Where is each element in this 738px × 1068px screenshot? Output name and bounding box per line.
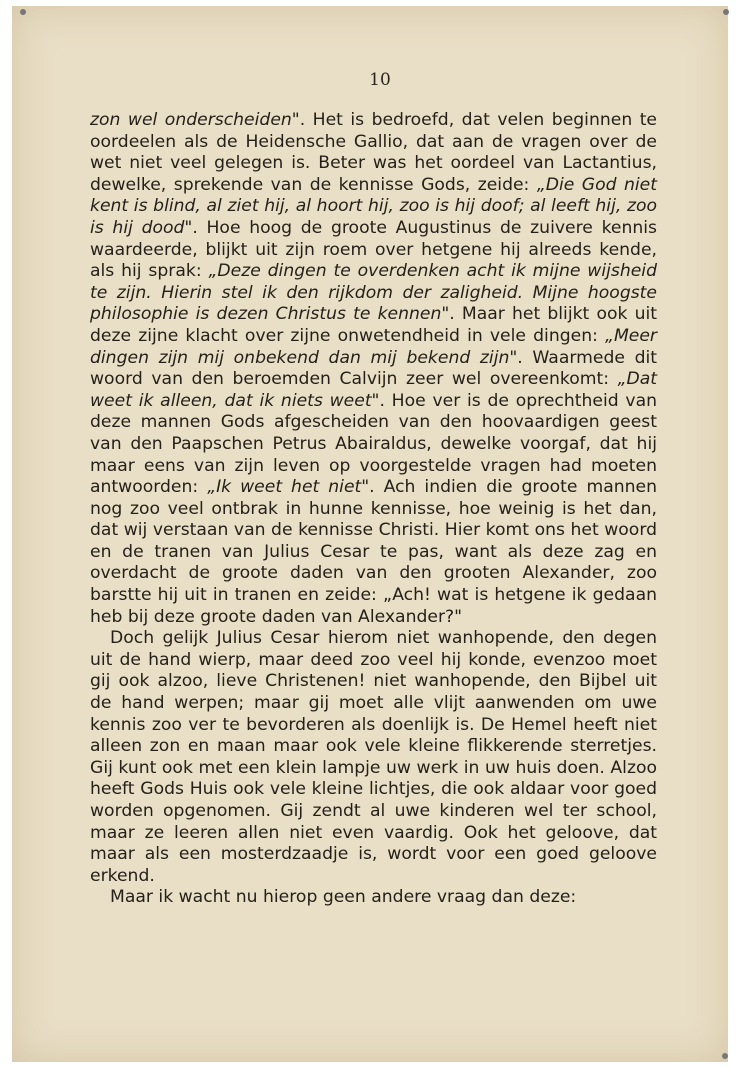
text-run: . Maar het blijkt ook uit deze zijne klacht over zijne onwetendheid in vele dingen: [90,304,657,346]
body-text [90,110,657,909]
text-run: . Waarmede dit woord van den beroemden Calvijn zeer wel overeenkomt: [90,347,658,390]
text-run: . Ach indien die groote mannen nog zoo veel ontbrak in hunne kennisse, hoe weinig is het dan, dat wij verstaan van de kennisse Christi. Hier komt ons het woord en de tranen van Julius Cesar te pas, want als deze zag en overdacht de groote daden van den grooten Alexander, zoo barstte hij uit in tranen en zeide: „Ach! wat is hetgene ik gedaan heb bij deze groote daden van Alexander?" [90,477,657,627]
text-run: Maar ik wacht nu hierop geen andere vraag dan deze: [110,887,577,908]
italic-quote: „Ik weet het niet" [207,477,370,498]
italic-quote: „Dat weet ik alleen, dat ik niets weet" [90,369,657,411]
paragraph [90,887,657,909]
text-run: . Het is bedroefd, dat velen beginnen te oordeelen als de Heidensche Gallio, dat aan de vragen over de wet niet veel gelegen is. Beter was het oordeel van Lactantius, dewelke, sprekende van de kennisse Gods, zeide: [90,110,658,195]
paragraph [90,110,657,628]
italic-quote: „Meer dingen zijn mij onbekend dan mij bekend zijn" [90,325,657,368]
italic-quote: „Die God niet kent is blind, al ziet hij, al hoort hij, zoo is hij doof; al leeft hij, zoo is hij dood" [90,174,657,238]
page-number: 10 [369,70,391,90]
text-run: . Hoe hoog de groote Augustinus de zuivere kennis waardeerde, blijkt uit zijn roem over hetgene hij alreeds kende, als hij sprak: [90,217,657,282]
paragraph [90,628,657,887]
text-run: Doch gelijk Julius Cesar hierom niet wanhopende, den degen uit de hand wierp, maar deed zoo veel hij konde, evenzoo moet gij ook alzoo, lieve Christenen! niet wanhopende, den Bijbel uit de hand werpen; maar gij moet alle vlijt aanwenden om uwe kennis zoo ver te bevorderen als doenlijk is. De Hemel heeft niet alleen zon en maan maar ook vele kleine flikkerende sterretjes. Gij kunt ook met een klein lampje uw werk in uw huis doen. Alzoo heeft Gods Huis ook vele kleine lichtjes, die ook aldaar voor goed worden opgenomen. Gij zendt al uwe kinderen wel ter school, maar ze leeren allen niet even vaardig. Ook het geloove, dat maar als een mosterdzaadje is, wordt voor een goed geloove erkend. [90,628,657,886]
italic-quote: zon wel onderscheiden" [90,110,300,130]
italic-quote: „Deze dingen te overdenken acht ik mijne wijsheid te zijn. Hierin stel ik den rijkdom der zaligheid. Mijne hoogste philosophie is dezen Christus te kennen" [90,261,657,325]
text-run: . Hoe ver is de oprechtheid van deze mannen Gods afgescheiden van den hoovaardigen geest van den Paapschen Petrus Abairaldus, dewelke voorgaf, dat hij maar eens van zijn leven op voorgestelde vragen had moeten antwoorden: [90,390,657,498]
